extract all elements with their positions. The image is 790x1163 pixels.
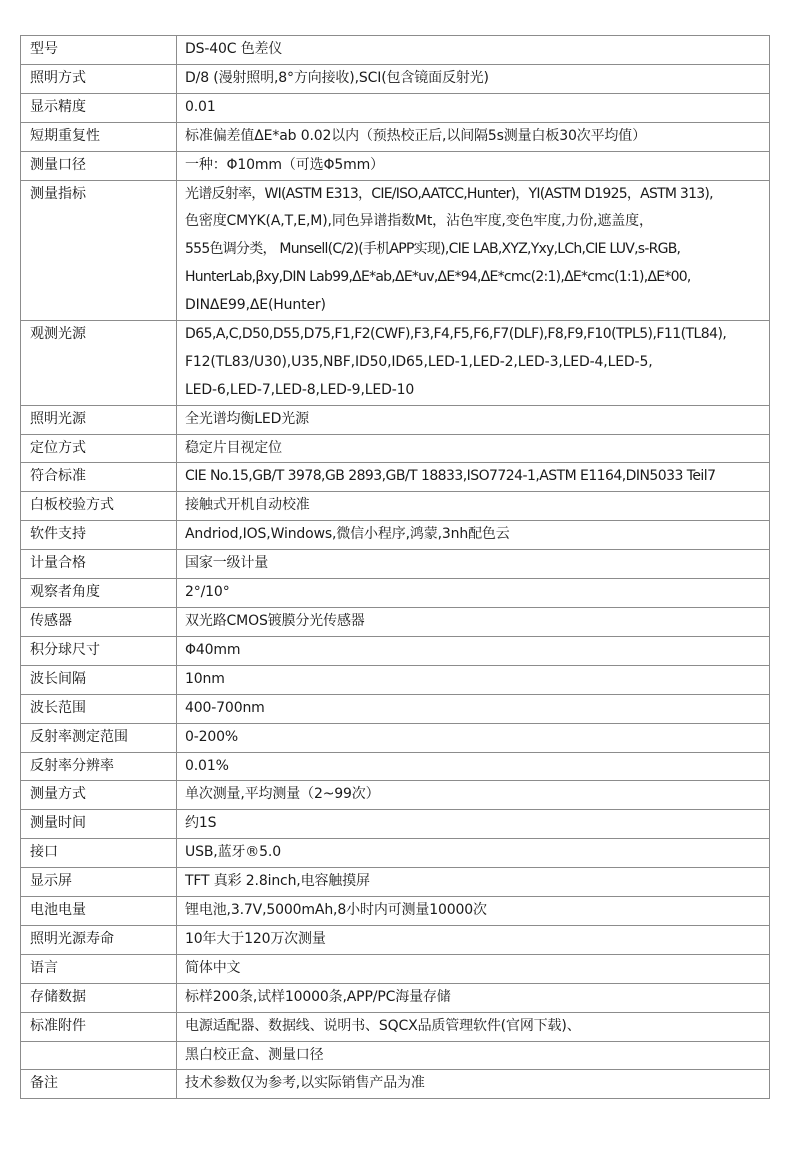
- spec-label: 照明光源: [21, 405, 177, 434]
- spec-value-line: 10年大于120万次测量: [185, 930, 326, 947]
- spec-value-line: 电源适配器、数据线、说明书、SQCX品质管理软件(官网下载)、: [185, 1017, 581, 1034]
- spec-label: 测量时间: [21, 810, 177, 839]
- spec-value: [177, 550, 770, 579]
- spec-label: 照明光源寿命: [21, 925, 177, 954]
- table-row: [21, 64, 770, 93]
- spec-value: [177, 405, 770, 434]
- table-row: [21, 810, 770, 839]
- spec-label: 反射率分辨率: [21, 752, 177, 781]
- spec-label: 反射率测定范围: [21, 723, 177, 752]
- spec-value-line: D/8 (漫射照明,8°方向接收),SCI(包含镜面反射光): [185, 69, 489, 86]
- table-row: [21, 608, 770, 637]
- spec-value-line: 色密度CMYK(A,T,E,M),同色异谱指数Mt，沾色牢度,变色牢度,力份,遮盖度，: [185, 213, 653, 230]
- spec-label: 波长间隔: [21, 665, 177, 694]
- spec-value: [177, 694, 770, 723]
- table-row: [21, 550, 770, 579]
- spec-value: [177, 752, 770, 781]
- spec-value-line: 2°/10°: [185, 584, 230, 601]
- spec-value-line: 0-200%: [185, 728, 239, 745]
- spec-label: 语言: [21, 954, 177, 983]
- spec-value-line: HunterLab,βxy,DIN Lab99,ΔE*ab,ΔE*uv,ΔE*94,ΔE*cmc(2:1),ΔE*cmc(1:1),ΔE*00,: [185, 269, 691, 286]
- table-row: [21, 93, 770, 122]
- spec-value: [177, 122, 770, 151]
- spec-label: 短期重复性: [21, 122, 177, 151]
- table-row: [21, 1041, 770, 1070]
- spec-value-line: 光谱反射率，WI(ASTM E313，CIE/ISO,AATCC,Hunter)，YI(ASTM D1925，ASTM 313),: [185, 185, 713, 202]
- spec-value: [177, 434, 770, 463]
- spec-label: 照明方式: [21, 64, 177, 93]
- spec-value-line: Φ40mm: [185, 641, 241, 658]
- spec-value-line: DINΔE99,ΔE(Hunter): [185, 297, 326, 314]
- spec-label: 显示精度: [21, 93, 177, 122]
- spec-label: 测量指标: [21, 180, 177, 320]
- table-row: [21, 897, 770, 926]
- spec-label: 定位方式: [21, 434, 177, 463]
- spec-value-line: 555色调分类， Munsell(C/2)(手机APP实现),CIE LAB,XYZ,Yxy,LCh,CIE LUV,s-RGB,: [185, 241, 681, 258]
- table-row: [21, 1070, 770, 1099]
- table-row: [21, 723, 770, 752]
- spec-value: [177, 180, 770, 320]
- spec-value: [177, 151, 770, 180]
- table-row: [21, 180, 770, 320]
- spec-label: 符合标准: [21, 463, 177, 492]
- spec-value: [177, 492, 770, 521]
- spec-value-line: 接触式开机自动校准: [185, 497, 310, 514]
- spec-value-line: 简体中文: [185, 959, 241, 976]
- spec-label: 传感器: [21, 608, 177, 637]
- spec-value: [177, 810, 770, 839]
- table-row: [21, 463, 770, 492]
- spec-value-line: 黑白校正盒、测量口径: [185, 1046, 324, 1063]
- spec-value-line: 全光谱均衡LED光源: [185, 410, 309, 427]
- spec-value-line: 一种：Φ10mm（可选Φ5mm）: [185, 156, 384, 173]
- spec-label: 标准附件: [21, 1012, 177, 1041]
- spec-label: [21, 1041, 177, 1070]
- spec-label: 型号: [21, 36, 177, 65]
- spec-value-line: TFT 真彩 2.8inch,电容触摸屏: [185, 873, 370, 890]
- spec-value-line: 标样200条,试样10000条,APP/PC海量存储: [185, 988, 451, 1005]
- table-row: [21, 434, 770, 463]
- table-row: [21, 1012, 770, 1041]
- spec-value-line: LED-6,LED-7,LED-8,LED-9,LED-10: [185, 381, 415, 398]
- spec-value: [177, 1041, 770, 1070]
- table-row: [21, 579, 770, 608]
- spec-value: [177, 93, 770, 122]
- spec-label: 白板校验方式: [21, 492, 177, 521]
- spec-value: [177, 36, 770, 65]
- spec-label: 电池电量: [21, 897, 177, 926]
- spec-value-line: F12(TL83/U30),U35,NBF,ID50,ID65,LED-1,LED-2,LED-3,LED-4,LED-5,: [185, 353, 653, 370]
- table-row: [21, 839, 770, 868]
- spec-value: [177, 608, 770, 637]
- spec-value-line: 10nm: [185, 670, 225, 687]
- spec-value: [177, 1012, 770, 1041]
- spec-value: [177, 868, 770, 897]
- table-row: [21, 983, 770, 1012]
- spec-value: [177, 925, 770, 954]
- spec-value: [177, 954, 770, 983]
- spec-label: 积分球尺寸: [21, 636, 177, 665]
- spec-value-line: 技术参数仅为参考,以实际销售产品为准: [185, 1075, 425, 1092]
- spec-value: [177, 983, 770, 1012]
- table-row: [21, 521, 770, 550]
- spec-value-line: 约1S: [185, 815, 217, 832]
- spec-value: [177, 897, 770, 926]
- spec-label: 接口: [21, 839, 177, 868]
- spec-value-line: DS-40C 色差仪: [185, 41, 283, 57]
- spec-value-line: CIE No.15,GB/T 3978,GB 2893,GB/T 18833,ISO7724-1,ASTM E1164,DIN5033 Teil7: [185, 468, 716, 485]
- spec-value-line: 稳定片目视定位: [185, 439, 282, 456]
- spec-value-line: USB,蓝牙®5.0: [185, 844, 281, 861]
- table-row: [21, 781, 770, 810]
- spec-value: [177, 521, 770, 550]
- spec-label: 计量合格: [21, 550, 177, 579]
- spec-value-line: D65,A,C,D50,D55,D75,F1,F2(CWF),F3,F4,F5,F6,F7(DLF),F8,F9,F10(TPL5),F11(TL84),: [185, 325, 727, 342]
- table-row: [21, 868, 770, 897]
- spec-label: 测量口径: [21, 151, 177, 180]
- table-row: [21, 752, 770, 781]
- spec-label: 观测光源: [21, 320, 177, 405]
- table-row: [21, 122, 770, 151]
- spec-value: [177, 781, 770, 810]
- spec-label: 软件支持: [21, 521, 177, 550]
- spec-label: 波长范围: [21, 694, 177, 723]
- table-row: [21, 694, 770, 723]
- spec-value: [177, 64, 770, 93]
- table-row: [21, 925, 770, 954]
- spec-value: [177, 320, 770, 405]
- spec-label: 观察者角度: [21, 579, 177, 608]
- spec-value: [177, 665, 770, 694]
- spec-value: [177, 1070, 770, 1099]
- table-row: [21, 405, 770, 434]
- spec-value: [177, 579, 770, 608]
- table-row: [21, 151, 770, 180]
- table-row: [21, 36, 770, 65]
- spec-table: [20, 35, 770, 1099]
- spec-value-line: 400-700nm: [185, 699, 265, 716]
- table-row: [21, 320, 770, 405]
- spec-value: [177, 839, 770, 868]
- spec-value: [177, 636, 770, 665]
- spec-value-line: Andriod,IOS,Windows,微信小程序,鸿蒙,3nh配色云: [185, 526, 510, 543]
- spec-label: 存储数据: [21, 983, 177, 1012]
- spec-value-line: 双光路CMOS镀膜分光传感器: [185, 613, 365, 629]
- spec-value-line: 0.01%: [185, 757, 229, 774]
- spec-value-line: 标准偏差值ΔE*ab 0.02以内（预热校正后,以间隔5s测量白板30次平均值）: [185, 127, 646, 144]
- spec-value-line: 0.01: [185, 98, 216, 115]
- spec-value-line: 锂电池,3.7V,5000mAh,8小时内可测量10000次: [185, 902, 487, 919]
- table-row: [21, 492, 770, 521]
- table-row: [21, 954, 770, 983]
- spec-value: [177, 463, 770, 492]
- table-row: [21, 636, 770, 665]
- spec-label: 备注: [21, 1070, 177, 1099]
- spec-table-body: [21, 36, 770, 1099]
- spec-label: 测量方式: [21, 781, 177, 810]
- spec-value-line: 单次测量,平均测量（2~99次）: [185, 786, 380, 803]
- spec-value: [177, 723, 770, 752]
- spec-label: 显示屏: [21, 868, 177, 897]
- spec-value-line: 国家一级计量: [185, 555, 269, 572]
- table-row: [21, 665, 770, 694]
